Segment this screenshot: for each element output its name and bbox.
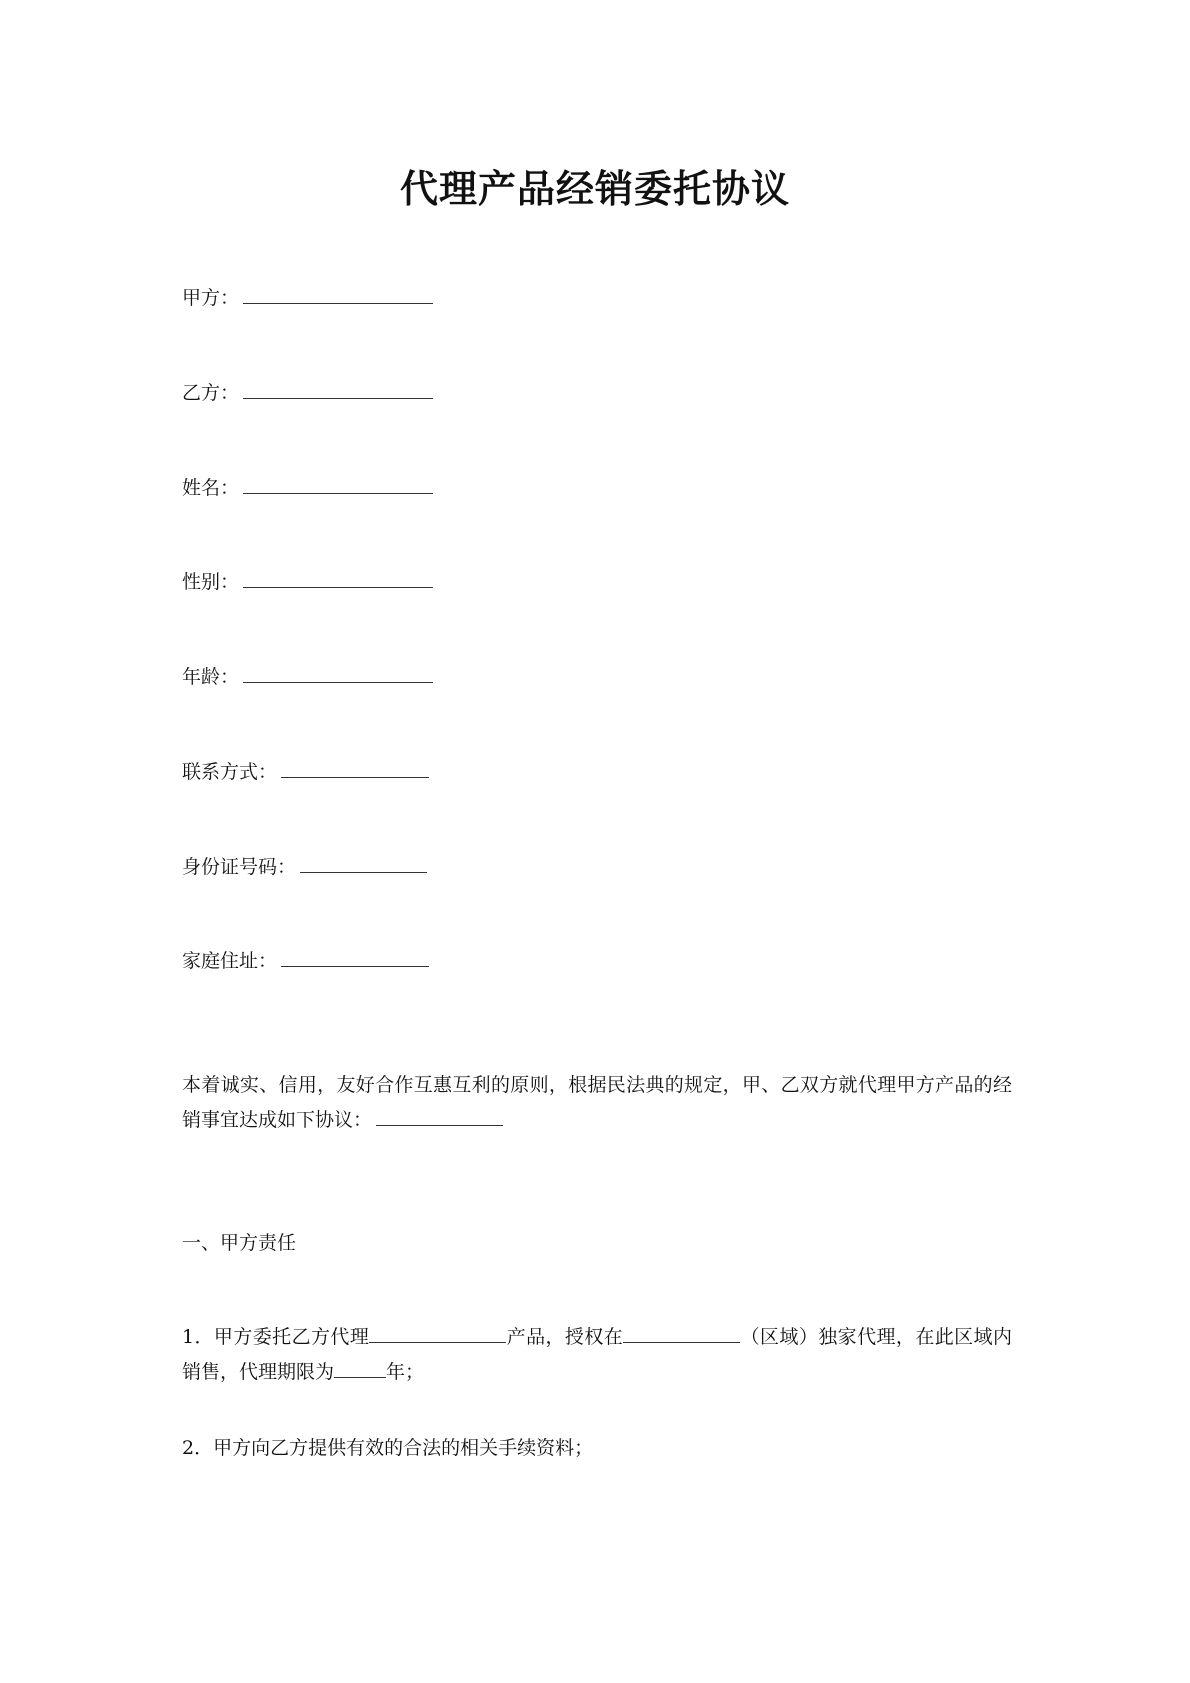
field-label: 姓名： bbox=[182, 477, 240, 499]
field-label: 联系方式： bbox=[182, 761, 278, 783]
document-title: 代理产品经销委托协议 bbox=[399, 167, 790, 211]
fill-in-blank[interactable] bbox=[376, 1105, 503, 1126]
field-id-number bbox=[182, 852, 427, 881]
clause-text: （区域）独家代理，在此区域内销售，代理期限为 bbox=[182, 1326, 1012, 1383]
clause-2: 2．甲方向乙方提供有效的合法的相关手续资料； bbox=[182, 1437, 594, 1459]
fill-in-blank[interactable] bbox=[369, 1322, 506, 1343]
fill-in-blank[interactable] bbox=[281, 757, 429, 778]
preamble-paragraph bbox=[182, 1068, 1012, 1138]
field-label: 甲方： bbox=[182, 287, 240, 309]
field-age bbox=[182, 662, 433, 691]
clause-1 bbox=[182, 1320, 1012, 1390]
section-heading: 一、甲方责任 bbox=[182, 1232, 297, 1254]
field-label: 性别： bbox=[182, 571, 240, 593]
field-party-a bbox=[182, 283, 433, 312]
field-gender bbox=[182, 567, 433, 596]
fill-in-blank[interactable] bbox=[243, 567, 433, 588]
field-contact bbox=[182, 757, 429, 786]
field-label: 身份证号码： bbox=[182, 856, 297, 878]
fill-in-blank[interactable] bbox=[243, 283, 433, 304]
field-party-b bbox=[182, 378, 433, 407]
fill-in-blank[interactable] bbox=[623, 1322, 740, 1343]
field-name bbox=[182, 473, 433, 502]
field-label: 家庭住址： bbox=[182, 950, 278, 972]
fill-in-blank[interactable] bbox=[334, 1357, 386, 1378]
clause-text: 年； bbox=[386, 1361, 425, 1383]
field-label: 乙方： bbox=[182, 382, 240, 404]
fill-in-blank[interactable] bbox=[281, 946, 429, 967]
fill-in-blank[interactable] bbox=[243, 378, 433, 399]
fill-in-blank[interactable] bbox=[300, 852, 427, 873]
fill-in-blank[interactable] bbox=[243, 662, 433, 683]
clause-text: 1．甲方委托乙方代理 bbox=[182, 1326, 370, 1348]
fill-in-blank[interactable] bbox=[243, 473, 433, 494]
preamble-text: 本着诚实、信用，友好合作互惠互利的原则，根据民法典的规定，甲、乙双方就代理甲方产品的经销事宜达成如下协议： bbox=[182, 1074, 1012, 1131]
field-home-address bbox=[182, 946, 429, 975]
clause-text: 产品，授权在 bbox=[506, 1326, 624, 1348]
field-label: 年龄： bbox=[182, 666, 240, 688]
